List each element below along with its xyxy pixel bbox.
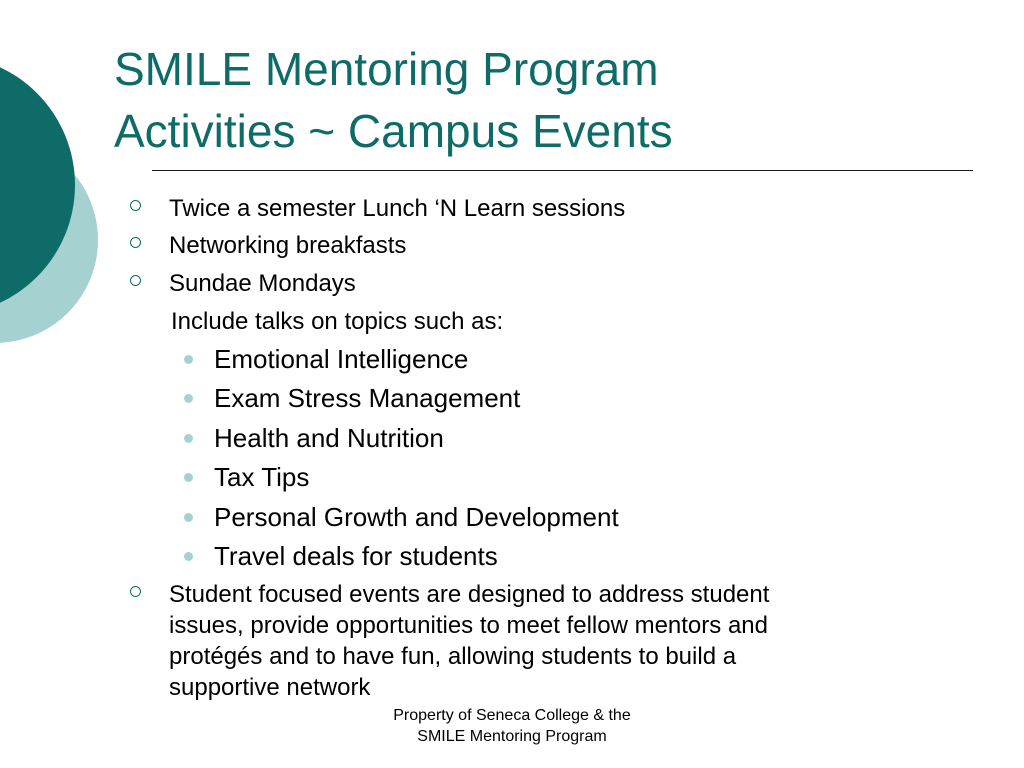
bullet-text: Networking breakfasts bbox=[169, 232, 407, 259]
topic-text: Travel deals for students bbox=[214, 541, 498, 571]
topic-item bbox=[214, 342, 468, 376]
dot-bullet-icon bbox=[184, 394, 193, 403]
bullet-item bbox=[169, 230, 406, 261]
topic-text: Health and Nutrition bbox=[214, 423, 444, 453]
topic-item bbox=[214, 500, 619, 534]
hollow-circle-bullet-icon bbox=[130, 275, 141, 286]
topic-text: Emotional Intelligence bbox=[214, 344, 469, 374]
title-divider bbox=[152, 170, 973, 171]
bullet-item bbox=[169, 268, 356, 299]
bullet-text: Twice a semester Lunch ‘N Learn sessions bbox=[169, 195, 626, 222]
title-line-1: SMILE Mentoring Program bbox=[114, 43, 659, 95]
dot-bullet-icon bbox=[184, 434, 193, 443]
dot-bullet-icon bbox=[184, 552, 193, 561]
closing-line-4: supportive network bbox=[169, 674, 371, 701]
topic-text: Personal Growth and Development bbox=[214, 502, 619, 532]
dot-bullet-icon bbox=[184, 473, 193, 482]
footer-line-2: SMILE Mentoring Program bbox=[417, 728, 607, 745]
topics-intro: Include talks on topics such as: bbox=[171, 308, 504, 335]
topic-item bbox=[214, 460, 309, 494]
topic-text: Exam Stress Management bbox=[214, 383, 521, 413]
bullet-text: Sundae Mondays bbox=[169, 270, 356, 297]
dot-bullet-icon bbox=[184, 355, 193, 364]
hollow-circle-bullet-icon bbox=[130, 237, 141, 248]
hollow-circle-bullet-icon bbox=[130, 586, 141, 597]
footer-line-1: Property of Seneca College & the bbox=[393, 707, 631, 724]
topic-item bbox=[214, 539, 498, 573]
topic-item bbox=[214, 421, 444, 455]
topic-item bbox=[214, 381, 520, 415]
closing-line-2: issues, provide opportunities to meet fellow mentors and bbox=[169, 612, 768, 639]
topic-text: Tax Tips bbox=[214, 462, 310, 492]
closing-line-3: protégés and to have fun, allowing students to build a bbox=[169, 643, 737, 670]
closing-line-1: Student focused events are designed to address student bbox=[169, 581, 770, 608]
bullet-item bbox=[169, 193, 625, 224]
slide-footer bbox=[312, 705, 712, 747]
slide-title bbox=[114, 38, 673, 162]
title-line-2: Activities ~ Campus Events bbox=[114, 105, 673, 157]
dot-bullet-icon bbox=[184, 513, 193, 522]
hollow-circle-bullet-icon bbox=[130, 200, 141, 211]
bullet-item bbox=[169, 579, 899, 703]
